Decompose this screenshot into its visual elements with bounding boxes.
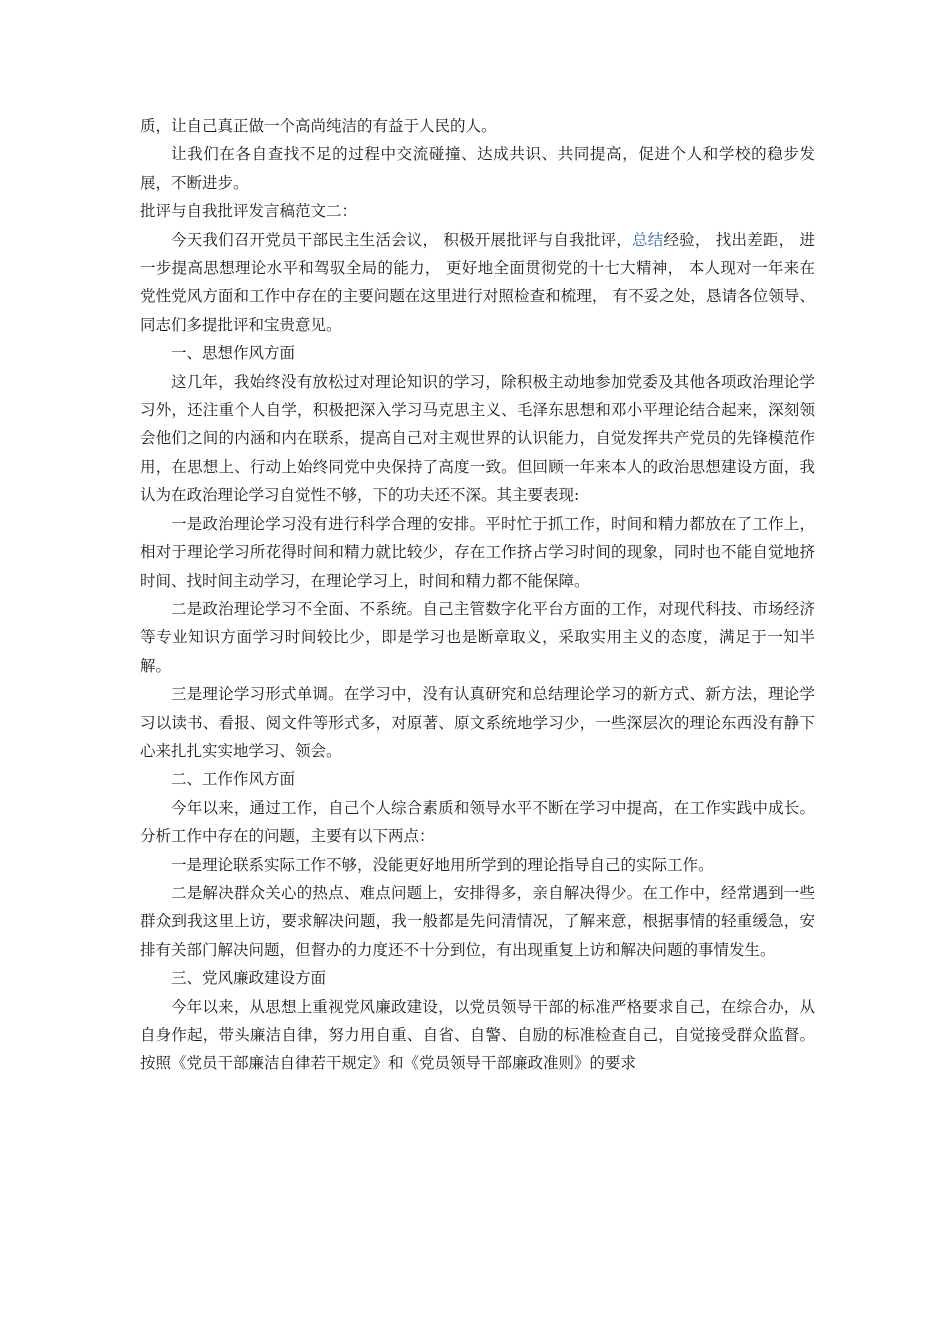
document-body: [140, 112, 815, 1078]
paragraph-intro: [140, 226, 815, 340]
paragraph-point-3: 三是理论学习形式单调。在学习中，没有认真研究和总结理论学习的新方式、新方法，理论学习以读书、看报、阅文件等形式多，对原著、原文系统地学习少，一些深层次的理论东西没有静下心来扎扎实实地学习、领会。: [140, 685, 815, 760]
paragraph-1: 让我们在各自查找不足的过程中交流碰撞、达成共识、共同提高，促进个人和学校的稳步发展，不断进步。: [140, 145, 815, 192]
intro-text-a: 今天我们召开党员干部民主生活会议， 积极开展批评与自我批评，: [171, 230, 632, 249]
heading-thought-style: 一、思想作风方面: [171, 344, 296, 363]
section-title: 批评与自我批评发言稿范文二：: [140, 202, 358, 221]
summary-link[interactable]: 总结: [632, 230, 664, 249]
paragraph-point-1: 一是政治理论学习没有进行科学合理的安排。平时忙于抓工作，时间和精力都放在了工作上，相对于理论学习所花得时间和精力就比较少，存在工作挤占学习时间的现象，同时也不能自觉地挤时间、找时间主动学习，在理论学习上，时间和精力都不能保障。: [140, 514, 815, 590]
paragraph-work-point-2: 二是解决群众关心的热点、难点问题上，安排得多，亲自解决得少。在工作中，经常遇到一些群众到我这里上访，要求解决问题，我一般都是先问清情况，了解来意，根据事情的轻重缓急，安排有关部门解决问题，但督办的力度还不十分到位，有出现重复上访和解决问题的事情发生。: [140, 883, 815, 959]
paragraph-0: 质，让自己真正做一个高尚纯洁的有益于人民的人。: [140, 117, 497, 135]
heading-work-style: 二、工作作风方面: [171, 770, 296, 789]
intro-text-b: 经验， 找出差距， 进一步提高思想理论水平和驾驭全局的能力， 更好地全面贯彻党的十七大精神， 本人现对一年来在党性党风方面和工作中存在的主要问题在这里进行对照检查和梳理， 有不妥之处，恳请各位领导、同志们多提批评和宝贵意见。: [140, 230, 815, 334]
paragraph-work: 今年以来，通过工作，自己个人综合素质和领导水平不断在学习中提高，在工作实践中成长。分析工作中存在的问题，主要有以下两点：: [140, 798, 815, 846]
paragraph-integrity: 今年以来，从思想上重视党风廉政建设，以党员领导干部的标准严格要求自己，在综合办，从自身作起，带头廉洁自律，努力用自重、自省、自警、自励的标准检查自己，自觉接受群众监督。按照《党员干部廉洁自律若干规定》和《党员领导干部廉政准则》的要求: [140, 997, 815, 1073]
paragraph-work-point-1: 一是理论联系实际工作不够，没能更好地用所学到的理论指导自己的实际工作。: [171, 855, 714, 874]
paragraph-point-2: 二是政治理论学习不全面、不系统。自己主管数字化平台方面的工作，对现代科技、市场经济等专业知识方面学习时间较比少，即是学习也是断章取义，采取实用主义的态度，满足于一知半解。: [140, 599, 815, 675]
heading-integrity: 三、党风廉政建设方面: [171, 969, 327, 988]
paragraph-thought: 这几年，我始终没有放松过对理论知识的学习，除积极主动地参加党委及其他各项政治理论学习外，还注重个人自学，积极把深入学习马克思主义、毛泽东思想和邓小平理论结合起来，深刻领会他们之间的内涵和内在联系，提高自己对主观世界的认识能力，自觉发挥共产党员的先锋模范作用，在思想上、行动上始终同党中央保持了高度一致。但回顾一年来本人的政治思想建设方面，我认为在政治理论学习自觉性不够，下的功夫还不深。其主要表现:: [140, 372, 815, 505]
